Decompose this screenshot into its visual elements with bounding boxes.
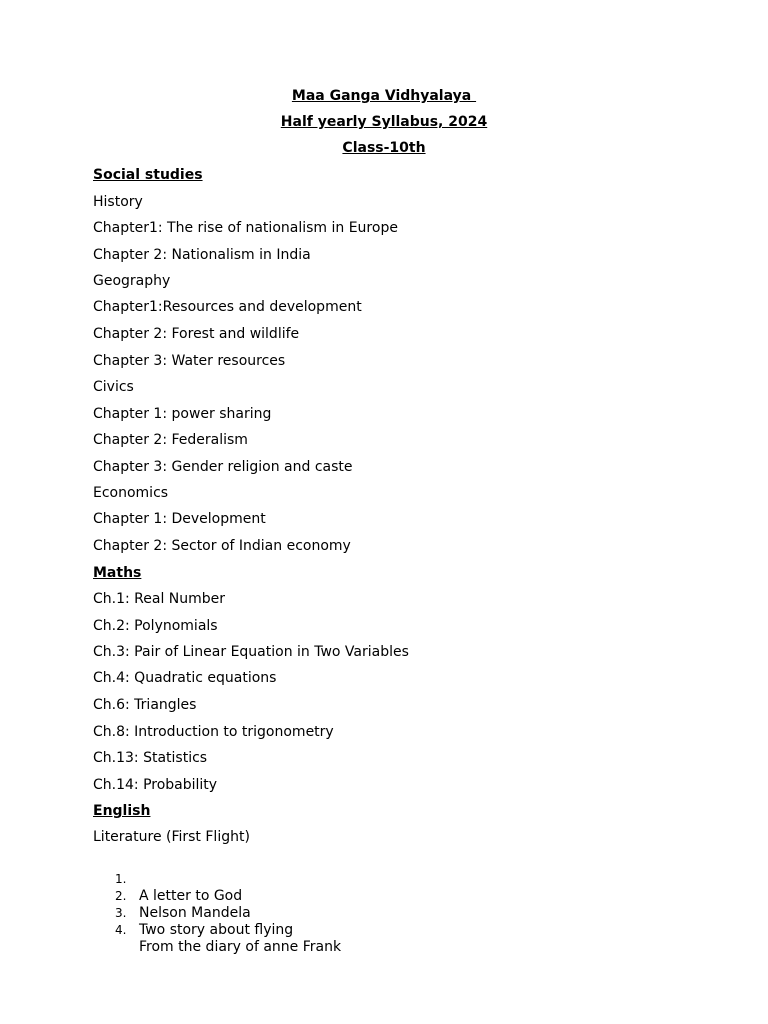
syllabus-title: Half yearly Syllabus, 2024 (280, 114, 488, 130)
section-heading-english: English (93, 803, 151, 819)
chapter-line: Chapter1:Resources and development (93, 299, 362, 315)
school-name: Maa Ganga Vidhyalaya (291, 88, 477, 104)
list-number: 1. (115, 872, 127, 886)
list-number: 4. (115, 923, 127, 937)
chapter-line: Ch.1: Real Number (93, 591, 226, 607)
chapter-line: Chapter 2: Forest and wildlife (93, 326, 300, 342)
chapter-line: Chapter 3: Gender religion and caste (93, 459, 353, 475)
list-item-text: Two story about flying (139, 922, 294, 938)
subject-label-history: History (93, 194, 143, 210)
list-item-text: Nelson Mandela (139, 905, 251, 921)
list-item-text: From the diary of anne Frank (139, 939, 342, 955)
chapter-line: Ch.13: Statistics (93, 750, 208, 766)
section-heading-maths: Maths (93, 565, 142, 581)
chapter-line: Chapter 2: Nationalism in India (93, 247, 311, 263)
chapter-line: Chapter 3: Water resources (93, 353, 286, 369)
chapter-line: Ch.6: Triangles (93, 697, 197, 713)
chapter-line: Chapter 1: power sharing (93, 406, 272, 422)
list-number: 2. (115, 889, 127, 903)
chapter-line: Ch.14: Probability (93, 777, 218, 793)
chapter-line: Chapter 1: Development (93, 511, 266, 527)
section-heading-social-studies: Social studies (93, 167, 203, 183)
list-item (93, 854, 243, 904)
literature-list (93, 854, 342, 955)
chapter-line: Ch.8: Introduction to trigonometry (93, 724, 334, 740)
list-number: 3. (115, 906, 127, 920)
chapter-line: Chapter 2: Federalism (93, 432, 248, 448)
chapter-line: Ch.4: Quadratic equations (93, 670, 277, 686)
list-item-text: A letter to God (139, 888, 243, 904)
chapter-line: Chapter1: The rise of nationalism in Europe (93, 220, 398, 236)
class-label: Class-10th (342, 140, 426, 156)
literature-label: Literature (First Flight) (93, 829, 250, 845)
subject-label-geography: Geography (93, 273, 171, 289)
chapter-line: Ch.3: Pair of Linear Equation in Two Variables (93, 644, 409, 660)
chapter-line: Ch.2: Polynomials (93, 618, 218, 634)
chapter-line: Chapter 2: Sector of Indian economy (93, 538, 351, 554)
subject-label-economics: Economics (93, 485, 169, 501)
subject-label-civics: Civics (93, 379, 134, 395)
